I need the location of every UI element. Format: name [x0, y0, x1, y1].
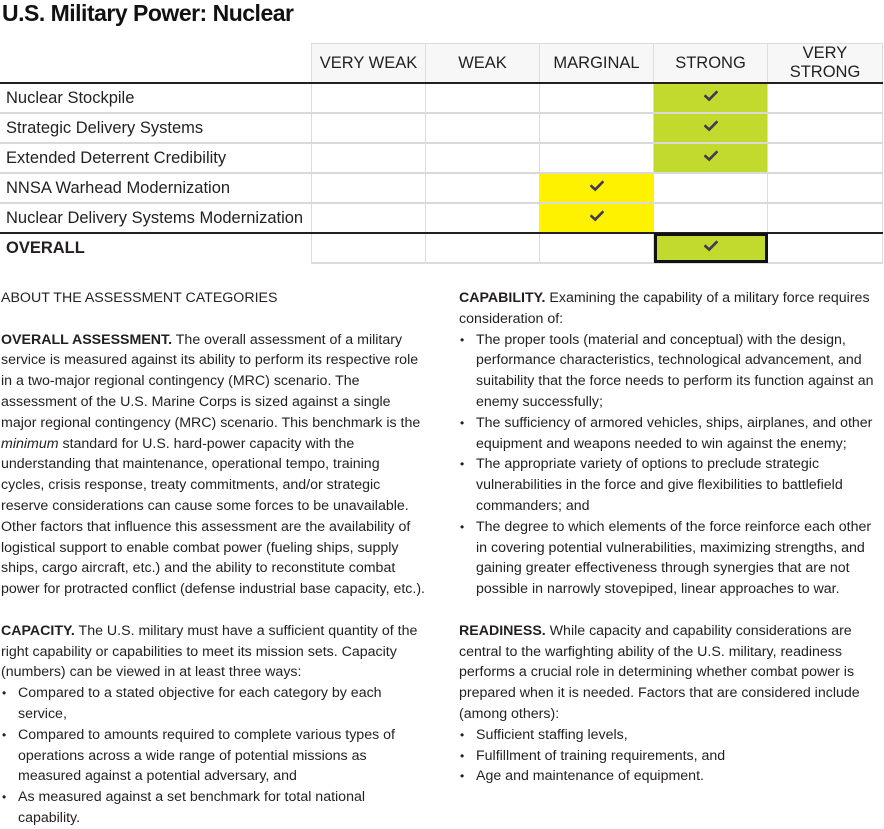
column-header-very-weak: VERY WEAK: [312, 44, 426, 84]
about-heading: ABOUT THE ASSESSMENT CATEGORIES: [1, 290, 278, 306]
rating-cell: [768, 143, 883, 173]
rating-cell-selected: [654, 143, 768, 173]
about-left-column: [1, 288, 426, 829]
row-label: Strategic Delivery Systems: [0, 113, 312, 143]
rating-cell: [654, 173, 768, 203]
table-row: [0, 143, 883, 173]
readiness-bullets: [459, 725, 884, 787]
checkmark-icon: [590, 210, 604, 222]
checkmark-icon: [704, 120, 718, 132]
rating-cell-selected: [540, 203, 654, 233]
row-label: Nuclear Stockpile: [0, 83, 312, 113]
overall-assessment-label: OVERALL ASSESSMENT.: [1, 331, 173, 348]
capacity-bullets: [1, 683, 426, 829]
capability-paragraph: [459, 288, 884, 330]
rating-cell: [768, 83, 883, 113]
column-header-marginal: MARGINAL: [540, 44, 654, 84]
rating-cell-selected: [654, 233, 768, 263]
table-row: [0, 83, 883, 113]
readiness-text: While capacity and capability considerations are central to the warfighting ability of the U.S. military, readiness performs a crucial role in determining whether combat power is prepared when it is needed. Factors that are considered include (among others):: [459, 622, 860, 722]
checkmark-icon: [704, 90, 718, 102]
capability-label: CAPABILITY.: [459, 290, 546, 306]
capacity-text: The U.S. military must have a sufficient quantity of the right capability or capabilities to meet its mission sets. Capacity (numbers) can be viewed in at least three ways:: [1, 622, 418, 681]
rating-cell: [426, 143, 540, 173]
rating-cell-selected: [654, 83, 768, 113]
rating-cell: [768, 173, 883, 203]
rating-cell: [540, 233, 654, 263]
column-header-weak: WEAK: [426, 44, 540, 84]
overall-assessment-text-cont: standard for U.S. hard-power capacity with the understanding that maintenance, operational tempo, training cycles, crisis response, treaty commitments, and/or strategic reserve considerations can cause some forces to be unavailable. Other factors that influence this assessment are the availability of logistical support to enable combat power (fueling ships, supply ships, cargo aircraft, etc.) and the ability to reconstitute combat power for protracted conflict (defense industrial base capacity, etc.).: [1, 435, 425, 598]
rating-cell: [768, 203, 883, 233]
rating-cell: [426, 173, 540, 203]
rating-cell: [312, 233, 426, 263]
readiness-bullet: • Age and maintenance of equipment.: [459, 766, 884, 787]
row-label: Nuclear Delivery Systems Modernization: [0, 203, 312, 233]
rating-cell: [654, 203, 768, 233]
rating-cell: [426, 83, 540, 113]
readiness-bullet: • Fulfillment of training requirements, and: [459, 746, 884, 767]
rating-cell: [426, 113, 540, 143]
checkmark-icon: [590, 180, 604, 192]
capacity-label: CAPACITY.: [1, 622, 75, 639]
rating-cell: [540, 83, 654, 113]
rating-cell: [768, 113, 883, 143]
grid-header-row: [0, 44, 883, 84]
rating-cell-selected: [540, 173, 654, 203]
rating-cell: [540, 143, 654, 173]
capability-bullet: • The degree to which elements of the force reinforce each other in covering potential vulnerabilities, maximizing strengths, and gaining greater effectiveness through synergies that are not possible in narrowly stovepiped, linear approaches to war.: [459, 517, 884, 600]
assessment-grid: [0, 43, 883, 264]
checkmark-icon: [704, 240, 718, 252]
overall-assessment-emphasis: minimum: [1, 435, 59, 452]
capability-bullet: • The sufficiency of armored vehicles, ships, airplanes, and other equipment and weapons needed to win against the enemy;: [459, 413, 884, 455]
capacity-bullet: • Compared to amounts required to complete various types of operations across a wide range of potential missions as measured against a potential adversary, and: [1, 725, 426, 787]
rating-cell: [312, 173, 426, 203]
capacity-bullet: • As measured against a set benchmark for total national capability.: [1, 787, 426, 829]
capability-bullet: • The appropriate variety of options to preclude strategic vulnerabilities in the force and give flexibilities to battlefield commanders; and: [459, 454, 884, 516]
rating-cell-selected: [654, 113, 768, 143]
capacity-paragraph: [1, 621, 426, 683]
capability-bullets: [459, 330, 884, 600]
readiness-label: READINESS.: [459, 622, 546, 639]
rating-cell: [312, 113, 426, 143]
about-right-column: [459, 288, 884, 787]
capability-bullet: • The proper tools (material and conceptual) with the design, performance characteristics, technological advancement, and suitability that the force needs to perform its function against an enemy successfully;: [459, 330, 884, 413]
table-row: [0, 173, 883, 203]
rating-cell: [312, 143, 426, 173]
rating-cell: [426, 203, 540, 233]
overall-row: [0, 233, 883, 263]
table-row: [0, 203, 883, 233]
rating-cell: [768, 233, 883, 263]
readiness-paragraph: [459, 621, 884, 725]
rating-cell: [426, 233, 540, 263]
capacity-bullet: • Compared to a stated objective for each category by each service,: [1, 683, 426, 725]
overall-assessment-paragraph: [1, 330, 426, 600]
checkmark-icon: [704, 150, 718, 162]
grid-header-blank: [0, 44, 312, 84]
table-row: [0, 113, 883, 143]
overall-assessment-text: The overall assessment of a military service is measured against its ability to perform its respective role in a two-major regional contingency (MRC) scenario. The assessment of the U.S. Marine Corps is sized against a single major regional contingency (MRC) scenario. This benchmark is the: [1, 331, 421, 431]
rating-cell: [312, 203, 426, 233]
column-header-strong: STRONG: [654, 44, 768, 84]
row-label: NNSA Warhead Modernization: [0, 173, 312, 203]
column-header-very-strong: VERY STRONG: [768, 44, 883, 84]
page-title: U.S. Military Power: Nuclear: [2, 0, 294, 26]
row-label: Extended Deterrent Credibility: [0, 143, 312, 173]
capability-text: Examining the capability of a military force requires consideration of:: [459, 290, 870, 327]
rating-cell: [312, 83, 426, 113]
readiness-bullet: • Sufficient staffing levels,: [459, 725, 884, 746]
rating-cell: [540, 113, 654, 143]
row-label: OVERALL: [0, 233, 312, 263]
